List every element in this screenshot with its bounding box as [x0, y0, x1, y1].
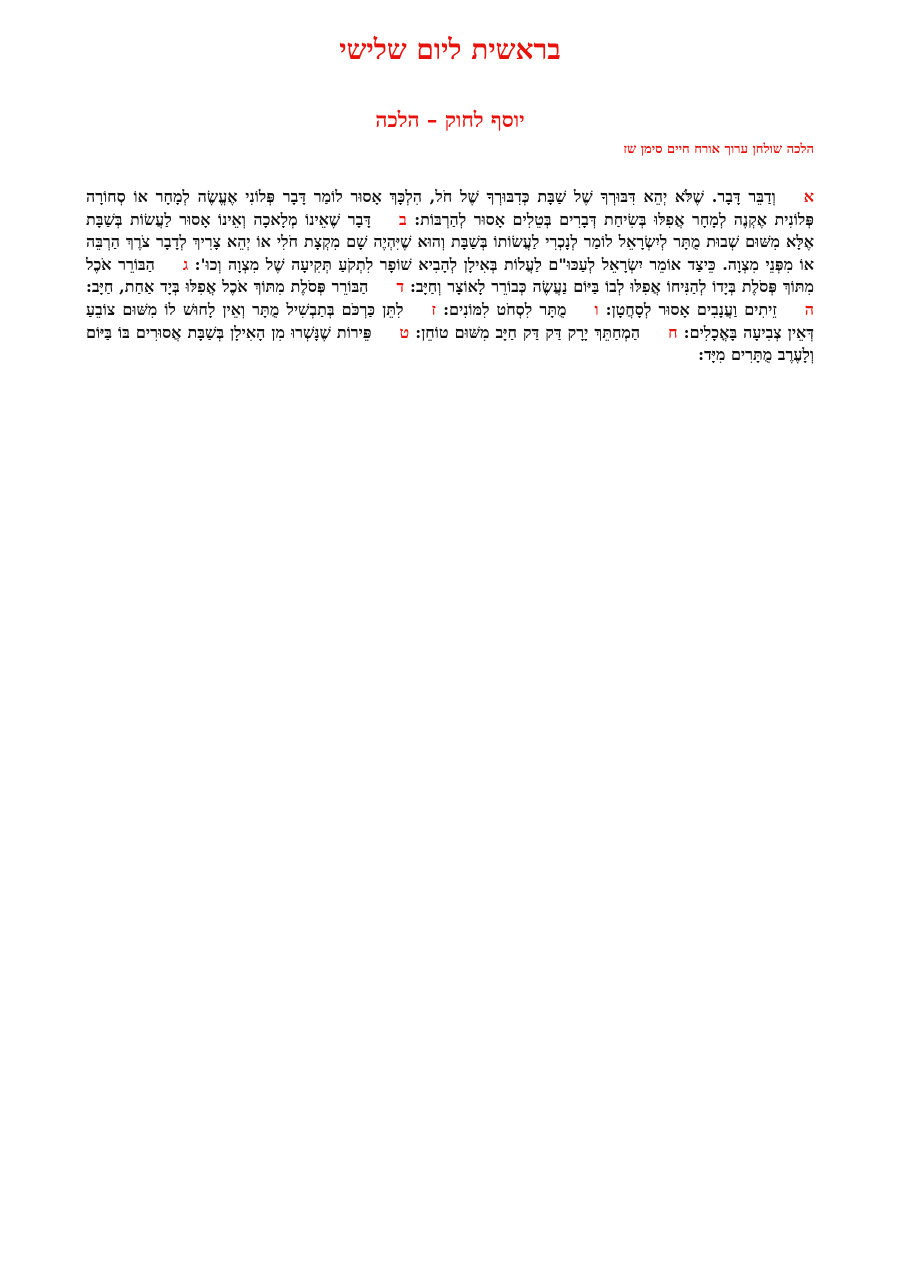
- section-subtitle: יוסף לחוק – הלכה: [375, 107, 525, 132]
- source-reference: הלכה שולחן ערוך אורח חיים סימן שז: [623, 142, 814, 157]
- seif-text: הַבּוֹרֵר אֹכֶל מִתּוֹךְ פְּסֹלֶת בְּיָדוֹ לְהַנִּיחוֹ אֲפִלּוּ לְבוֹ בַּיּוֹם נַעֲשֶׂה כְּבוֹרֵר לָאוֹצָר וְחַיָּב:: [86, 254, 815, 297]
- seif-text: וְדַבֵּר דָּבָר. שֶׁלֹּא יְהֵא דִּבּוּרְךָ שֶׁל שַׁבָּת כְּדִבּוּרְךָ שֶׁל חֹל, הִלְכָּךְ אָסוּר לוֹמַר דָּבָר פְּלוֹנִי אֶעֱשֶׂה לְמָחָר אוֹ סְחוֹרָה פְּלוֹנִית אֶקְנֶה לְמָחָר אֲפִלּוּ בְּשִׂיחַת דְּבָרִים בְּטֵלִים אָסוּר לְהַרְבּוֹת:: [86, 187, 814, 229]
- seif-text: פֵּירוֹת שֶׁנָּשְׁרוּ מִן הָאִילָן בְּשַׁבָּת אֲסוּרִים בּוֹ בַּיּוֹם וְלָעֶרֶב מֻתָּרִים מִיָּד:: [86, 322, 814, 365]
- seif-marker: ב: [399, 209, 407, 229]
- seif-marker: ה: [804, 299, 814, 319]
- seif-marker: ז: [431, 299, 437, 319]
- seif-text: לִתֵּן כַּרְכֹּם בְּתַבְשִׁיל מֻתָּר וְאֵין לָחוּשׁ לוֹ מִשּׁוּם צוֹבֵעַ דְּאֵין צְבִיעָה בָּאֳכָלִים:: [86, 299, 814, 342]
- halacha-body: [86, 186, 814, 367]
- seif-marker: ג: [182, 254, 189, 274]
- seif-text: הַמְחַתֵּךְ יָרָק דַּק דַּק חַיָּב מִשּׁוּם טוֹחֵן:: [415, 322, 641, 342]
- seif-marker: ד: [396, 277, 405, 297]
- seif-marker: ו: [594, 299, 599, 319]
- seif-text: דָּבָר שֶׁאֵינוֹ מְלָאכָה וְאֵינוֹ אָסוּר לַעֲשׂוֹת בְּשַׁבָּת אֶלָּא מִשּׁוּם שְׁבוּת מֻתָּר לְיִשְׂרָאֵל לוֹמַר לְנָכְרִי לַעֲשׂוֹתוֹ בְּשַׁבָּת וְהוּא שֶׁיִּהְיֶה שָׁם מִקְצָת חֹלִי אוֹ יְהֵא צָרִיךְ לְדָבָר צֹרֶךְ הַרְבֵּה אוֹ מִפְּנֵי מִצְוָה. כֵּיצַד אוֹמֵר יִשְׂרָאֵל לְעַכּוּ"ם לַעֲלוֹת בְּאִילָן לְהָבִיא שׁוֹפָר לִתְקֹעַ תְּקִיעָה שֶׁל מִצְוָה וְכוּ':: [86, 209, 815, 274]
- seif-marker: ט: [399, 322, 410, 342]
- page-title: בראשית ליום שלישי: [339, 33, 561, 66]
- seif-text: זֵיתִים וַעֲנָבִים אָסוּר לְסָחֲטָן:: [605, 299, 777, 319]
- seif-marker: א: [803, 187, 814, 206]
- seif-text: הַבּוֹרֵר פְּסֹלֶת מִתּוֹךְ אֹכֶל אֲפִלּוּ בְּיָד אַחַת, חַיָּב:: [86, 277, 369, 297]
- seif-text: מֻתָּר לִסְחֹט לִמּוֹנִים:: [443, 299, 567, 319]
- seif-marker: ח: [668, 322, 678, 342]
